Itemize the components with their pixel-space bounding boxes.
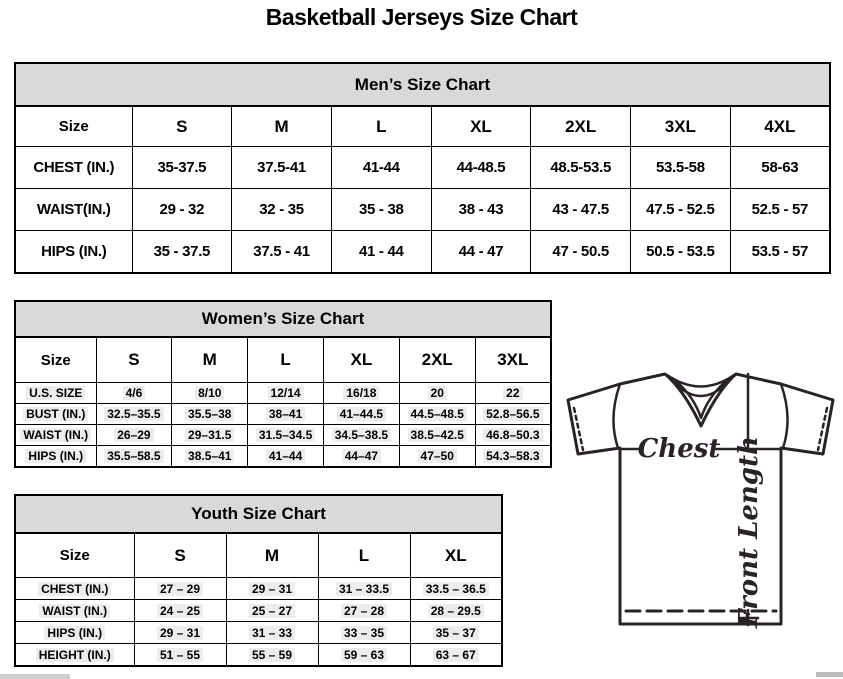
- cell-value-text: 27 – 28: [341, 604, 387, 618]
- mens-table: [14, 62, 831, 274]
- scrollbar-fragment-right[interactable]: [816, 672, 843, 677]
- cell-value-text: 54.3–58.3: [483, 449, 542, 463]
- cell-value-text: 41 - 44: [358, 243, 404, 260]
- size-value-cell: [248, 446, 324, 468]
- size-value-cell: [410, 644, 502, 667]
- row-label-text: U.S. SIZE: [26, 386, 85, 400]
- size-value-cell: [132, 231, 232, 274]
- size-value-cell: [134, 622, 226, 644]
- cell-value-text: 43 - 47.5: [552, 201, 609, 218]
- cell-value-text: 51 – 55: [157, 648, 203, 662]
- table-row: [15, 644, 502, 667]
- cell-value-text: 29 – 31: [157, 626, 203, 640]
- row-label: [15, 425, 96, 446]
- size-value-cell: [172, 425, 248, 446]
- row-label: [15, 578, 134, 600]
- size-value-cell: [399, 383, 475, 404]
- cell-value-text: 48.5-53.5: [550, 159, 611, 176]
- size-value-cell: [226, 600, 318, 622]
- size-value-cell: [96, 446, 172, 468]
- size-value-cell: [399, 425, 475, 446]
- cell-value-text: 27 – 29: [157, 582, 203, 596]
- size-value-cell: [631, 189, 731, 231]
- youth-table: [14, 494, 503, 667]
- cell-value-text: 47 - 50.5: [552, 243, 609, 260]
- cell-value-text: 55 – 59: [249, 648, 295, 662]
- size-column-header: L: [331, 106, 431, 147]
- size-value-cell: [248, 425, 324, 446]
- size-value-cell: [134, 644, 226, 667]
- row-label-text: BUST (IN.): [23, 407, 88, 421]
- row-label: [15, 600, 134, 622]
- cell-value-text: 22: [503, 386, 522, 400]
- size-value-cell: [475, 446, 551, 468]
- cell-value-text: 52.8–56.5: [483, 407, 542, 421]
- row-label-text: CHEST (IN.): [38, 582, 111, 596]
- row-label-text: WAIST (IN.): [39, 604, 110, 618]
- size-value-cell: [318, 600, 410, 622]
- size-value-cell: [475, 404, 551, 425]
- table-row: [15, 446, 551, 468]
- size-header-label: Size: [15, 106, 132, 147]
- size-value-cell: [232, 147, 332, 189]
- cell-value-text: 35 – 37: [433, 626, 479, 640]
- size-header-label: Size: [15, 533, 134, 578]
- cell-value-text: 29 - 32: [159, 201, 205, 218]
- size-value-cell: [318, 578, 410, 600]
- size-value-cell: [331, 189, 431, 231]
- table-title: Women’s Size Chart: [15, 301, 551, 337]
- size-value-cell: [730, 147, 830, 189]
- row-label-text: CHEST (IN.): [33, 159, 115, 176]
- row-label-text: WAIST(IN.): [36, 201, 111, 218]
- size-value-cell: [475, 383, 551, 404]
- cell-value-text: 58-63: [761, 159, 799, 176]
- cell-value-text: 29–31.5: [185, 428, 234, 442]
- cell-value-text: 53.5-58: [655, 159, 705, 176]
- row-label: [15, 404, 96, 425]
- cell-value-text: 32.5–35.5: [104, 407, 163, 421]
- size-value-cell: [323, 383, 399, 404]
- size-column-header: S: [132, 106, 232, 147]
- size-value-cell: [331, 147, 431, 189]
- cell-value-text: 44–47: [342, 449, 381, 463]
- row-label-text: HIPS (IN.): [41, 243, 107, 260]
- cell-value-text: 24 – 25: [157, 604, 203, 618]
- size-value-cell: [475, 425, 551, 446]
- chest-label: Chest: [637, 434, 721, 464]
- cell-value-text: 52.5 - 57: [751, 201, 809, 218]
- size-column-header: S: [96, 337, 172, 383]
- page-title: Basketball Jerseys Size Chart: [265, 4, 578, 30]
- table-row: [15, 383, 551, 404]
- size-column-header: L: [248, 337, 324, 383]
- size-column-header: XL: [431, 106, 531, 147]
- cell-value-text: 28 – 29.5: [428, 604, 484, 618]
- size-column-header: S: [134, 533, 226, 578]
- size-value-cell: [323, 446, 399, 468]
- row-label: [15, 383, 96, 404]
- size-column-header: 2XL: [531, 106, 631, 147]
- cell-value-text: 63 – 67: [433, 648, 479, 662]
- size-column-header: XL: [410, 533, 502, 578]
- cell-value-text: 47–50: [418, 449, 457, 463]
- size-value-cell: [331, 231, 431, 274]
- cell-value-text: 32 - 35: [259, 201, 304, 218]
- size-value-cell: [318, 622, 410, 644]
- cell-value-text: 41–44.5: [337, 407, 386, 421]
- size-value-cell: [96, 425, 172, 446]
- size-column-header: XL: [323, 337, 399, 383]
- cell-value-text: 35 - 38: [358, 201, 404, 218]
- size-value-cell: [232, 189, 332, 231]
- size-value-cell: [172, 404, 248, 425]
- table-row: [15, 578, 502, 600]
- size-column-header: L: [318, 533, 410, 578]
- cell-value-text: 47.5 - 52.5: [646, 201, 715, 218]
- size-column-header: 3XL: [475, 337, 551, 383]
- size-value-cell: [431, 231, 531, 274]
- front-length-label: Front Length: [734, 436, 764, 628]
- cell-value-text: 31.5–34.5: [256, 428, 315, 442]
- size-column-header: M: [226, 533, 318, 578]
- row-label: [15, 622, 134, 644]
- womens-table: [14, 300, 552, 468]
- table-title: Men’s Size Chart: [15, 63, 830, 106]
- table-row: [15, 425, 551, 446]
- size-value-cell: [318, 644, 410, 667]
- size-value-cell: [323, 425, 399, 446]
- size-value-cell: [410, 600, 502, 622]
- cell-value-text: 46.8–50.3: [483, 428, 542, 442]
- youth-size-chart-table: [14, 494, 503, 667]
- cell-value-text: 37.5 - 41: [253, 243, 310, 260]
- row-label: [15, 231, 132, 274]
- scrollbar-fragment-left[interactable]: [0, 674, 70, 679]
- womens-size-chart-table: [14, 300, 552, 468]
- cell-value-text: 12/14: [268, 386, 304, 400]
- row-label: [15, 644, 134, 667]
- cell-value-text: 16/18: [343, 386, 379, 400]
- cell-value-text: 44 - 47: [458, 243, 504, 260]
- jersey-measurement-diagram-icon: [558, 362, 843, 662]
- size-value-cell: [431, 147, 531, 189]
- size-value-cell: [399, 446, 475, 468]
- cell-value-text: 41-44: [362, 159, 400, 176]
- table-row: [15, 600, 502, 622]
- table-row: [15, 231, 830, 274]
- size-value-cell: [132, 147, 232, 189]
- table-row: [15, 622, 502, 644]
- size-value-cell: [226, 578, 318, 600]
- cell-value-text: 38.5–41: [185, 449, 234, 463]
- cell-value-text: 41–44: [266, 449, 305, 463]
- cell-value-text: 4/6: [123, 386, 146, 400]
- row-label: [15, 189, 132, 231]
- cell-value-text: 29 – 31: [249, 582, 295, 596]
- size-value-cell: [134, 600, 226, 622]
- cell-value-text: 20: [428, 386, 447, 400]
- size-value-cell: [730, 231, 830, 274]
- size-value-cell: [431, 189, 531, 231]
- size-value-cell: [631, 231, 731, 274]
- row-label: [15, 446, 96, 468]
- row-label-text: HEIGHT (IN.): [36, 648, 114, 662]
- size-header-label: Size: [15, 337, 96, 383]
- row-label-text: HIPS (IN.): [25, 449, 86, 463]
- cell-value-text: 31 – 33: [249, 626, 295, 640]
- cell-value-text: 35 - 37.5: [153, 243, 211, 260]
- cell-value-text: 33.5 – 36.5: [423, 582, 489, 596]
- size-value-cell: [132, 189, 232, 231]
- cell-value-text: 35.5–38: [185, 407, 234, 421]
- cell-value-text: 26–29: [114, 428, 153, 442]
- cell-value-text: 35.5–58.5: [104, 449, 163, 463]
- size-column-header: M: [232, 106, 332, 147]
- size-value-cell: [399, 404, 475, 425]
- size-column-header: 3XL: [631, 106, 731, 147]
- cell-value-text: 34.5–38.5: [332, 428, 391, 442]
- size-value-cell: [410, 622, 502, 644]
- table-title: Youth Size Chart: [15, 495, 502, 533]
- cell-value-text: 59 – 63: [341, 648, 387, 662]
- cell-value-text: 31 – 33.5: [336, 582, 392, 596]
- mens-size-chart-table: [14, 62, 831, 274]
- size-value-cell: [531, 147, 631, 189]
- size-value-cell: [96, 383, 172, 404]
- table-row: [15, 189, 830, 231]
- cell-value-text: 53.5 - 57: [751, 243, 809, 260]
- size-value-cell: [323, 404, 399, 425]
- row-label: [15, 147, 132, 189]
- size-column-header: 4XL: [730, 106, 830, 147]
- cell-value-text: 8/10: [195, 386, 224, 400]
- size-value-cell: [134, 578, 226, 600]
- row-label-text: WAIST (IN.): [20, 428, 91, 442]
- cell-value-text: 50.5 - 53.5: [646, 243, 715, 260]
- size-value-cell: [248, 383, 324, 404]
- cell-value-text: 44.5–48.5: [408, 407, 467, 421]
- cell-value-text: 38 - 43: [458, 201, 504, 218]
- cell-value-text: 25 – 27: [249, 604, 295, 618]
- row-label-text: HIPS (IN.): [44, 626, 105, 640]
- size-value-cell: [531, 231, 631, 274]
- cell-value-text: 38–41: [266, 407, 305, 421]
- size-value-cell: [226, 644, 318, 667]
- size-value-cell: [531, 189, 631, 231]
- jersey-outline: [568, 374, 833, 624]
- cell-value-text: 37.5-41: [257, 159, 306, 176]
- size-value-cell: [631, 147, 731, 189]
- cell-value-text: 38.5–42.5: [408, 428, 467, 442]
- table-row: [15, 147, 830, 189]
- size-value-cell: [248, 404, 324, 425]
- size-value-cell: [730, 189, 830, 231]
- table-row: [15, 404, 551, 425]
- size-value-cell: [232, 231, 332, 274]
- size-column-header: 2XL: [399, 337, 475, 383]
- cell-value-text: 35-37.5: [157, 159, 207, 176]
- cell-value-text: 33 – 35: [341, 626, 387, 640]
- size-value-cell: [172, 383, 248, 404]
- size-value-cell: [96, 404, 172, 425]
- size-value-cell: [226, 622, 318, 644]
- cell-value-text: 44-48.5: [456, 159, 506, 176]
- size-value-cell: [172, 446, 248, 468]
- size-column-header: M: [172, 337, 248, 383]
- size-value-cell: [410, 578, 502, 600]
